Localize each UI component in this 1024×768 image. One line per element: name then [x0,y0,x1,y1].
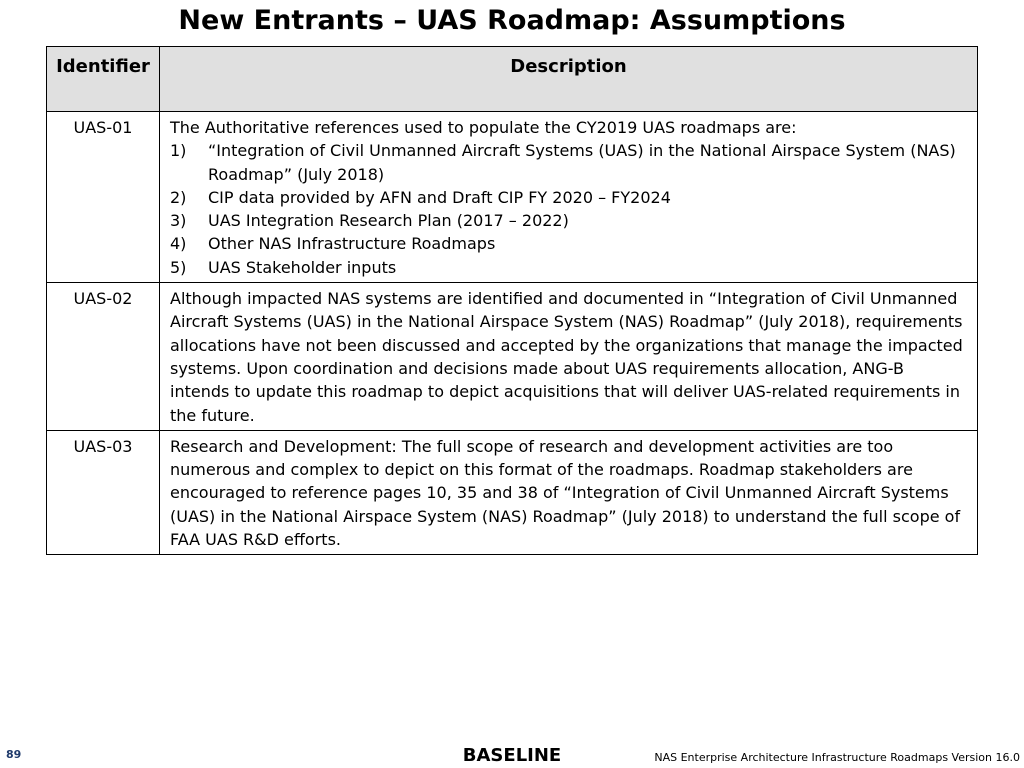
row-description: Although impacted NAS systems are identified and documented in “Integration of Civil Unmanned Aircraft Systems (UAS) in the National Airspace System (NAS) Roadmap” (July 2018), requirements allocations have not been discussed and accepted by the organizations that manage the impacted systems. Upon coordination and decisions made about UAS requirements allocation, ANG-B intends to update this roadmap to depict acquisitions that will deliver UAS-related requirements in the future. [160,283,978,431]
version-label: NAS Enterprise Architecture Infrastructure Roadmaps Version 16.0 [654,751,1020,764]
assumptions-table [46,46,978,555]
references-list [170,139,967,279]
list-item-number: 4) [170,234,187,254]
table-row [47,283,978,431]
list-item-number: 5) [170,257,187,277]
row-description: Research and Development: The full scope of research and development activities are too numerous and complex to depict on this format of the roadmaps. Roadmap stakeholders are encouraged to reference pages 10, 35 and 38 of “Integration of Civil Unmanned Aircraft Systems (UAS) in the National Airspace System (NAS) Roadmap” (July 2018) to understand the full scope of FAA UAS R&D efforts. [160,430,978,554]
list-item-text: UAS Stakeholder inputs [208,257,397,277]
table-header-row [47,47,978,112]
list-item [170,256,967,279]
header-description: Description [160,47,978,112]
list-item-text: Other NAS Infrastructure Roadmaps [208,234,496,254]
list-item [170,139,967,186]
list-item [170,232,967,255]
baseline-label: BASELINE [462,745,562,766]
list-item-text: CIP data provided by AFN and Draft CIP FY 2020 – FY2024 [208,187,671,207]
list-item-number: 3) [170,211,187,231]
page-title: New Entrants – UAS Roadmap: Assumptions [178,5,846,36]
references-intro: The Authoritative references used to populate the CY2019 UAS roadmaps are: [170,118,797,137]
list-item-text: “Integration of Civil Unmanned Aircraft Systems (UAS) in the National Airspace System (NAS) Roadmap” (July 2018) [208,141,956,184]
list-item-text: UAS Integration Research Plan (2017 – 2022) [208,211,569,231]
header-identifier: Identifier [47,47,160,112]
row-identifier: UAS-03 [47,430,160,554]
row-identifier: UAS-02 [47,283,160,431]
page-number: 89 [6,748,22,761]
row-description [160,112,978,283]
list-item-number: 1) [170,141,187,161]
table-row [47,112,978,283]
list-item [170,186,967,209]
row-identifier: UAS-01 [47,112,160,283]
list-item-number: 2) [170,187,187,207]
table-row [47,430,978,554]
list-item [170,209,967,232]
